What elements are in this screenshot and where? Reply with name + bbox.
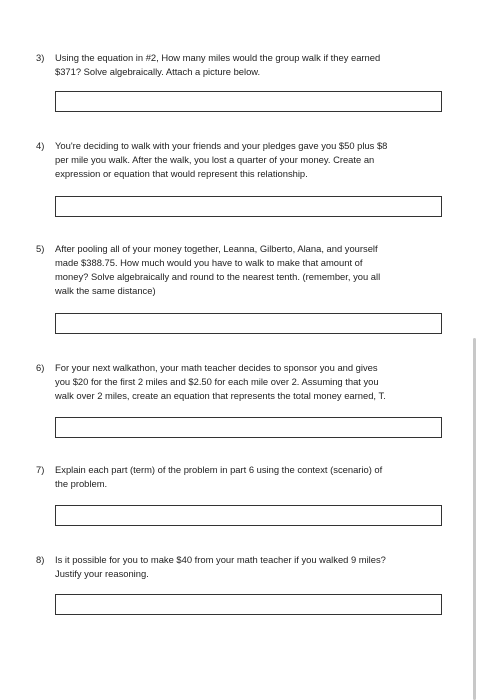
question-3 (36, 51, 446, 79)
scrollbar-thumb[interactable] (473, 338, 476, 700)
answer-box-6[interactable] (55, 417, 442, 438)
question-number: 5) (36, 243, 45, 254)
answer-box-8[interactable] (55, 594, 442, 615)
question-7 (36, 463, 446, 491)
question-5 (36, 242, 446, 298)
question-8 (36, 553, 446, 581)
answer-box-3[interactable] (55, 91, 442, 112)
answer-box-7[interactable] (55, 505, 442, 526)
question-text: After pooling all of your money together, Leanna, Gilberto, Alana, and yourself made $388.75. How much would you have to walk to make that amount of money? Solve algebraically and round to the nearest tenth. (remember, you all walk the same distance) (55, 243, 381, 296)
question-text: Is it possible for you to make $40 from your math teacher if you walked 9 miles? Justify your reasoning. (55, 554, 386, 579)
question-number: 6) (36, 362, 45, 373)
question-text: You're deciding to walk with your friends and your pledges gave you $50 plus $8 per mile you walk. After the walk, you lost a quarter of your money. Create an expression or equation that would represent this relationship. (55, 140, 388, 179)
answer-box-5[interactable] (55, 313, 442, 334)
answer-box-4[interactable] (55, 196, 442, 217)
question-text: Explain each part (term) of the problem in part 6 using the context (scenario) of the problem. (55, 464, 383, 489)
question-number: 3) (36, 52, 45, 63)
question-number: 7) (36, 464, 45, 475)
question-6 (36, 361, 446, 403)
question-text: For your next walkathon, your math teacher decides to sponsor you and gives you $20 for the first 2 miles and $2.50 for each mile over 2. Assuming that you walk over 2 miles, create an equation that represents the total money earned, T. (55, 362, 386, 401)
question-number: 8) (36, 554, 45, 565)
scrollbar-track[interactable] (471, 0, 479, 700)
question-text: Using the equation in #2, How many miles would the group walk if they earned $371? Solve algebraically. Attach a picture below. (55, 52, 381, 77)
question-number: 4) (36, 140, 45, 151)
question-4 (36, 139, 446, 181)
